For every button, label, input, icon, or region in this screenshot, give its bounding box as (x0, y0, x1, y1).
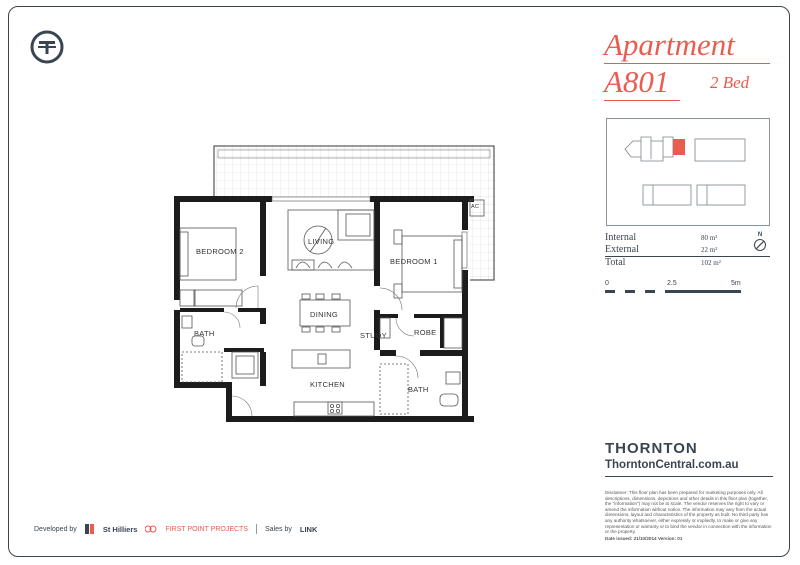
external-value: 22 m² (701, 246, 718, 254)
developer-1: St Hilliers (102, 524, 138, 534)
room-kitchen: KITCHEN (310, 380, 346, 389)
developer-footer (34, 524, 317, 534)
brand-url[interactable]: ThorntonCentral.com.au (605, 459, 739, 471)
brand-divider (605, 476, 773, 477)
apartment-title (604, 28, 770, 101)
compass-icon (753, 238, 767, 252)
scale-tick (635, 290, 645, 293)
sales-agent: LINK (299, 524, 318, 534)
developer-2: FIRST POINT PROJECTS (165, 525, 249, 533)
disclaimer (605, 490, 775, 541)
room-bedroom1: BEDROOM 1 (390, 257, 438, 266)
scale-bar-line (605, 290, 741, 293)
first-point-logo-icon (145, 525, 157, 533)
floor-plan (168, 140, 502, 430)
scale-start: 0 (605, 280, 609, 287)
room-dining: DINING (310, 310, 339, 319)
room-living: LIVING (308, 237, 335, 246)
sales-by-label: Sales by (265, 525, 292, 533)
title-line1: Apartment (604, 28, 770, 64)
total-label: Total (605, 257, 626, 268)
room-bedroom2: BEDROOM 2 (196, 247, 244, 256)
external-label: External (605, 244, 639, 255)
key-plan (606, 118, 770, 226)
internal-value: 80 m² (701, 234, 718, 242)
scale-tick (615, 290, 625, 293)
area-schedule (605, 232, 770, 269)
ac-label: AC (471, 204, 480, 210)
room-bath-right: BATH (408, 385, 429, 394)
st-hilliers-logo-icon (85, 524, 95, 534)
document-meta: Date issued: 21/10/2014 Version: 01 (605, 535, 683, 541)
thornton-logo-icon (30, 30, 64, 64)
scale-end: 5m (731, 280, 741, 287)
brand-name: THORNTON (605, 440, 698, 457)
room-bath-left: BATH (194, 329, 215, 338)
title-beds: 2 Bed (710, 73, 750, 92)
title-unit: A801 (604, 64, 680, 101)
brand-block (605, 440, 773, 477)
scale-mid: 2.5 (667, 280, 677, 287)
disclaimer-text: Disclaimer: This floor plan has been prepared for marketing purposes only. All descriptions, dimensions, depictions and other details in this floor plan (together, the "information") may not be to scale. The vendor reserves the right to vary or amend the information without notice. The information may vary from the actual dimensions, layout and characteristics of the property as built. No third party has any authority whatsoever, either expressly or impliedly, to make or give any representation or warranty or to bind the vendor in connection with the information or the property. (605, 490, 772, 535)
internal-label: Internal (605, 232, 637, 243)
north-label: N (757, 232, 763, 238)
scale-tick (655, 290, 665, 293)
footer-separator (256, 524, 257, 534)
developed-by-label: Developed by (34, 525, 77, 533)
north-arrow (752, 232, 768, 254)
total-value: 102 m² (701, 259, 721, 267)
room-study: STUDY (360, 331, 387, 340)
scale-bar (605, 280, 773, 300)
room-robe: ROBE (414, 328, 437, 337)
